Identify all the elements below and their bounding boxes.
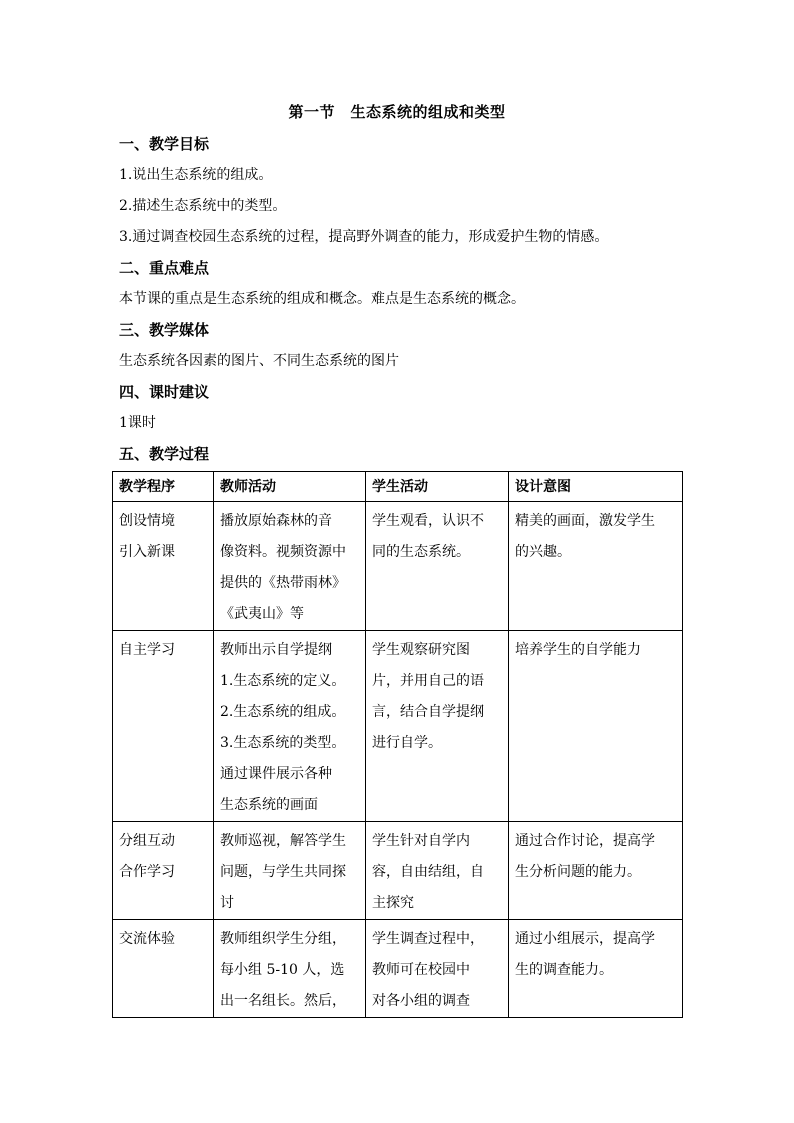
cell-line: 通过课件展示各种 bbox=[220, 766, 332, 782]
cell-line: 的兴趣。 bbox=[515, 544, 571, 560]
section-heading-objectives: 一、教学目标 bbox=[119, 135, 210, 153]
table-row bbox=[113, 920, 683, 1018]
cell-line: 出一名组长。然后， bbox=[220, 993, 346, 1009]
cell-line: 交流体验 bbox=[119, 931, 175, 947]
key-points-text: 本节课的重点是生态系统的组成和概念。难点是生态系统的概念。 bbox=[119, 291, 525, 307]
cell-line: 问题，与学生共同探 bbox=[220, 864, 346, 880]
cell-line: 《武夷山》等 bbox=[220, 606, 304, 622]
cell-line: 学生针对自学内 bbox=[372, 833, 470, 849]
cell-line: 1.生态系统的定义。 bbox=[220, 673, 346, 689]
cell-line: 分组互动 bbox=[119, 833, 175, 849]
section-heading-media: 三、教学媒体 bbox=[119, 321, 210, 339]
cell-line: 同的生态系统。 bbox=[372, 544, 470, 560]
table-header-row bbox=[113, 472, 683, 502]
cell-line: 2.生态系统的组成。 bbox=[220, 704, 346, 720]
cell-line: 播放原始森林的音 bbox=[220, 513, 332, 529]
cell-line: 讨 bbox=[220, 895, 234, 911]
section-heading-key-points: 二、重点难点 bbox=[119, 259, 210, 277]
cell-line: 精美的画面，激发学生 bbox=[515, 513, 655, 529]
hours-text: 1课时 bbox=[119, 415, 156, 431]
step-cell bbox=[113, 822, 214, 920]
column-header: 学生活动 bbox=[366, 472, 509, 502]
objective-item: 2.描述生态系统中的类型。 bbox=[119, 198, 287, 214]
column-header: 教师活动 bbox=[214, 472, 366, 502]
cell-line: 像资料。视频资源中 bbox=[220, 544, 346, 560]
cell-line: 自主学习 bbox=[119, 642, 175, 658]
cell-line: 学生观察研究图 bbox=[372, 642, 470, 658]
cell-line: 引入新课 bbox=[119, 544, 175, 560]
cell-line: 进行自学。 bbox=[372, 735, 442, 751]
cell-line: 生态系统的画面 bbox=[220, 797, 318, 813]
intent-cell bbox=[509, 631, 683, 822]
cell-line: 教师可在校园中 bbox=[372, 962, 470, 978]
student-cell bbox=[366, 502, 509, 631]
cell-line: 生的调查能力。 bbox=[515, 962, 613, 978]
section-heading-hours: 四、课时建议 bbox=[119, 383, 210, 401]
student-cell bbox=[366, 822, 509, 920]
objective-item: 3.通过调查校园生态系统的过程，提高野外调查的能力，形成爱护生物的情感。 bbox=[119, 229, 609, 245]
cell-line: 通过合作讨论，提高学 bbox=[515, 833, 655, 849]
step-cell bbox=[113, 631, 214, 822]
cell-line: 生分析问题的能力。 bbox=[515, 864, 641, 880]
teacher-cell bbox=[214, 920, 366, 1018]
cell-line: 通过小组展示，提高学 bbox=[515, 931, 655, 947]
step-cell bbox=[113, 920, 214, 1018]
table-row bbox=[113, 822, 683, 920]
column-header: 设计意图 bbox=[509, 472, 683, 502]
table-row bbox=[113, 631, 683, 822]
cell-line: 合作学习 bbox=[119, 864, 175, 880]
teacher-cell bbox=[214, 631, 366, 822]
teaching-process-table bbox=[112, 471, 683, 1018]
cell-line: 培养学生的自学能力 bbox=[515, 642, 641, 658]
cell-line: 提供的《热带雨林》 bbox=[220, 575, 346, 591]
cell-line: 3.生态系统的类型。 bbox=[220, 735, 346, 751]
page-title: 第一节 生态系统的组成和类型 bbox=[288, 103, 506, 121]
cell-line: 主探究 bbox=[372, 895, 414, 911]
cell-line: 学生观看，认识不 bbox=[372, 513, 484, 529]
cell-line: 言，结合自学提纲 bbox=[372, 704, 484, 720]
cell-line: 学生调查过程中， bbox=[372, 931, 484, 947]
objective-item: 1.说出生态系统的组成。 bbox=[119, 167, 273, 183]
media-text: 生态系统各因素的图片、不同生态系统的图片 bbox=[119, 353, 399, 369]
cell-line: 每小组 5-10 人，选 bbox=[220, 962, 345, 978]
intent-cell bbox=[509, 822, 683, 920]
cell-line: 对各小组的调查 bbox=[372, 993, 470, 1009]
section-heading-process: 五、教学过程 bbox=[119, 445, 210, 463]
teacher-cell bbox=[214, 822, 366, 920]
cell-line: 创设情境 bbox=[119, 513, 175, 529]
table-row bbox=[113, 502, 683, 631]
cell-line: 教师巡视，解答学生 bbox=[220, 833, 346, 849]
cell-line: 容，自由结组，自 bbox=[372, 864, 484, 880]
cell-line: 片，并用自己的语 bbox=[372, 673, 484, 689]
cell-line: 教师组织学生分组， bbox=[220, 931, 346, 947]
teacher-cell bbox=[214, 502, 366, 631]
intent-cell bbox=[509, 502, 683, 631]
student-cell bbox=[366, 920, 509, 1018]
step-cell bbox=[113, 502, 214, 631]
student-cell bbox=[366, 631, 509, 822]
cell-line: 教师出示自学提纲 bbox=[220, 642, 332, 658]
column-header: 教学程序 bbox=[113, 472, 214, 502]
intent-cell bbox=[509, 920, 683, 1018]
